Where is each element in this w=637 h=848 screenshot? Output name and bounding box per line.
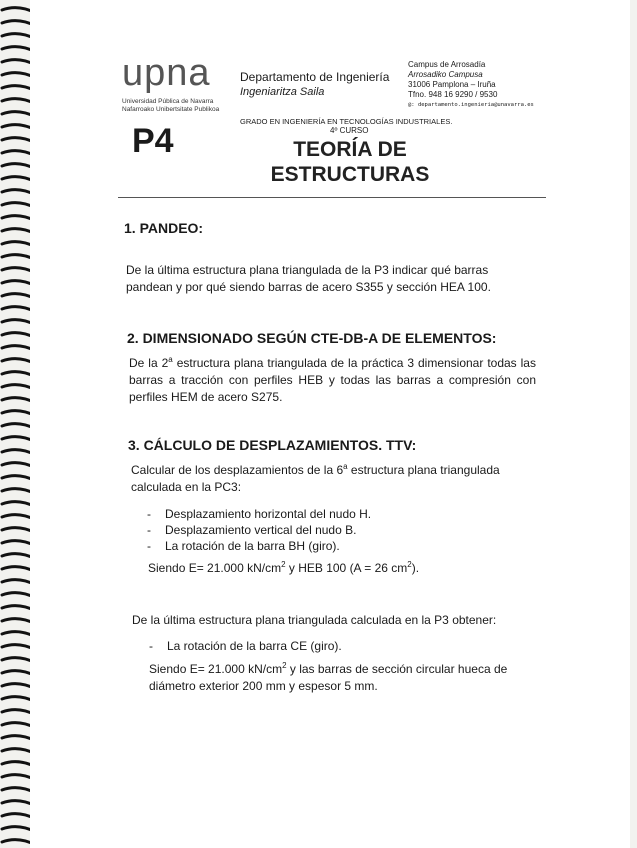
section-3-conditions: Siendo E= 21.000 $kN/cm^2$ y HEB 100 (A = 26 $cm^2$). — [148, 560, 420, 575]
title-line-1: TEORÍA DE — [293, 138, 407, 161]
department-name: Departamento de Ingeniería — [240, 70, 390, 84]
header-divider — [118, 197, 546, 198]
email-address: departamento.ingenieria@unavarra.es — [417, 102, 534, 108]
university-name — [122, 98, 219, 114]
phone-number: Tfno. 948 16 9290 / 9530 — [408, 90, 498, 99]
list-item: - La rotación de la barra BH (giro). — [147, 538, 507, 554]
section-2-text: De la 2$^a$ estructura plana triangulada de la práctica 3 dimensionar todas las barras a tracción con perfiles HEB y todas las barras a compresión con perfiles HEM de acero S275. — [129, 355, 536, 404]
campus-es: Campus de Arrosadía — [408, 60, 486, 69]
section-3-heading: 3. CÁLCULO DE DESPLAZAMIENTOS. TTV: — [128, 437, 417, 453]
list-item: - Desplazamiento vertical del nudo B. — [147, 522, 507, 538]
section-1-heading: 1. PANDEO: — [124, 220, 204, 236]
postal-address: 31006 Pamplona – Iruña — [408, 80, 496, 89]
document-title — [240, 137, 460, 187]
section-4-list — [149, 638, 509, 654]
list-item: - Desplazamiento horizontal del nudo H. — [147, 506, 507, 522]
course-year: 4º CURSO — [330, 126, 369, 135]
section-1-text: De la última estructura plana triangulada de la P3 indicar qué barras pandean y por qué siendo barras de acero S355 y sección HEA 100. — [126, 263, 491, 294]
section-3-list — [147, 506, 507, 554]
section-4-conditions: Siendo E= 21.000 $kN/cm^2$ y las barras de sección circular hueca de diámetro exterior 200 mm y espesor 5 mm. — [149, 661, 508, 693]
page-sheet — [30, 0, 630, 848]
section-4-intro: De la última estructura plana triangulada calculada en la P3 obtener: — [132, 613, 497, 627]
department-name-eu: Ingeniaritza Saila — [240, 86, 325, 98]
university-name-es: Universidad Pública de Navarra — [122, 98, 214, 105]
degree-name: GRADO EN INGENIERÍA EN TECNOLOGÍAS INDUSTRIALES. — [240, 117, 453, 126]
section-3-intro: Calcular de los desplazamientos de la 6$^a$ estructura plana triangulada calculada en la PC3: — [131, 462, 500, 494]
university-name-eu: Nafarroako Unibertsitate Publikoa — [122, 106, 220, 113]
section-2-heading: 2. DIMENSIONADO SEGÚN CTE-DB-A DE ELEMENTOS: — [127, 330, 497, 346]
list-item: - La rotación de la barra CE (giro). — [149, 638, 509, 654]
practice-number: P4 — [132, 122, 174, 160]
campus-eu: Arrosadiko Campusa — [408, 70, 483, 79]
email-icon: @: — [408, 102, 415, 108]
title-line-2: ESTRUCTURAS — [270, 163, 430, 186]
upna-logo: upna — [122, 52, 211, 94]
campus-address — [408, 60, 534, 110]
